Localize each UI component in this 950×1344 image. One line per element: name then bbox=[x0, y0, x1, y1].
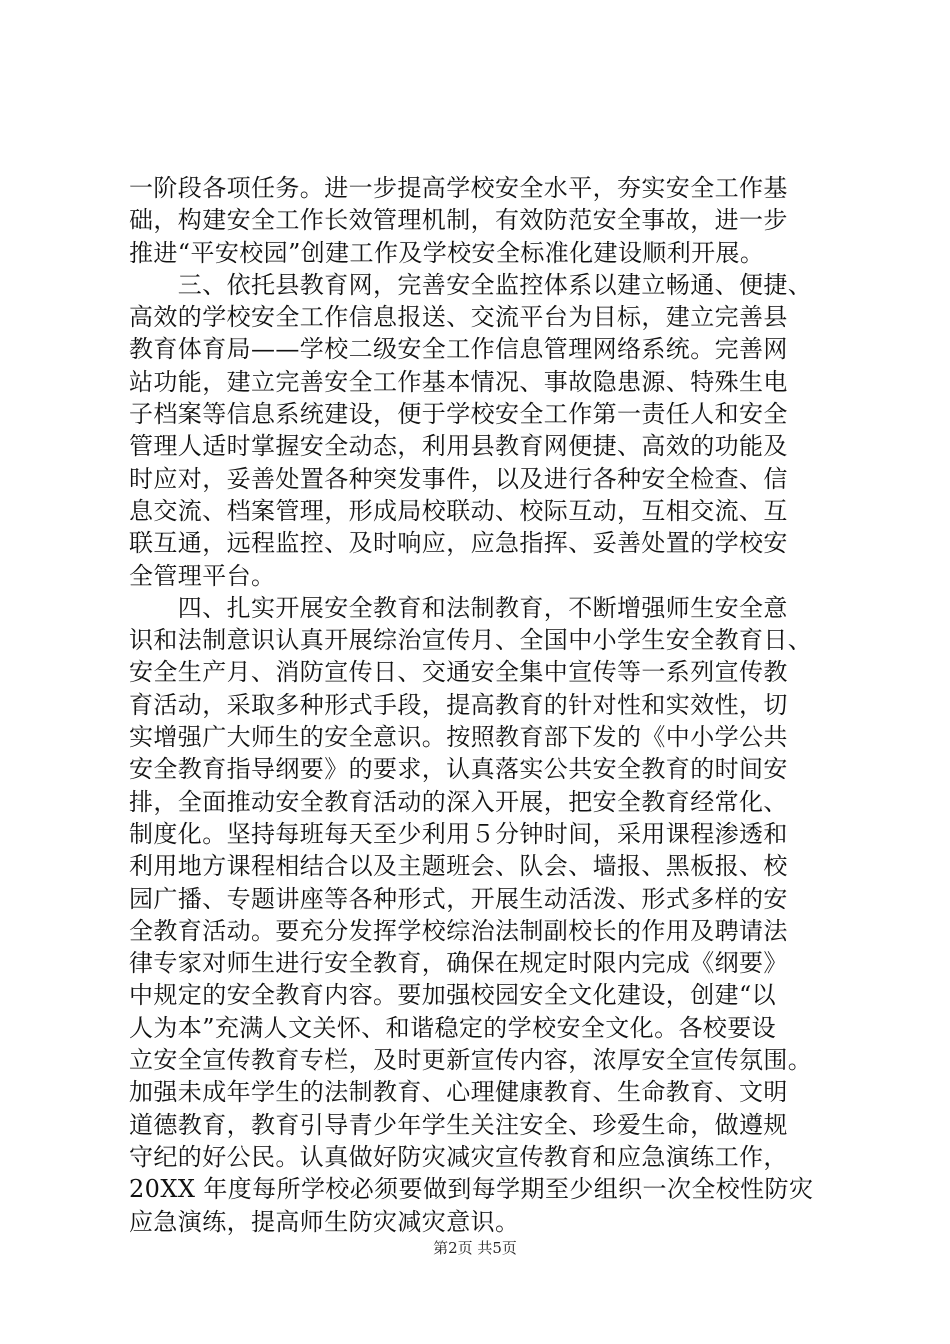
text-line: 高效的学校安全工作信息报送、交流平台为目标，建立完善县 bbox=[129, 303, 788, 332]
text-line: 加强未成年学生的法制教育、心理健康教育、生命教育、文明 bbox=[129, 1078, 788, 1107]
text-line: 律专家对师生进行安全教育，确保在规定时限内完成《纲要》 bbox=[129, 949, 788, 978]
text-line: 守纪的好公民。认真做好防灾减灾宣传教育和应急演练工作， bbox=[129, 1142, 788, 1171]
text-line: 全管理平台。 bbox=[129, 561, 276, 590]
text-line: 立安全宣传教育专栏，及时更新宣传内容，浓厚安全宣传氛围。 bbox=[129, 1046, 813, 1075]
text-line: 四、扎实开展安全教育和法制教育，不断增强师生安全意 bbox=[129, 593, 788, 622]
text-line: 道德教育，教育引导青少年学生关注安全、珍爱生命，做遵规 bbox=[129, 1110, 788, 1139]
text-line: 安全教育指导纲要》的要求，认真落实公共安全教育的时间安 bbox=[129, 755, 788, 784]
text-line: 制度化。坚持每班每天至少利用５分钟时间，采用课程渗透和 bbox=[129, 819, 788, 848]
text-line: 一阶段各项任务。进一步提高学校安全水平，夯实安全工作基 bbox=[129, 174, 788, 202]
text-line: 础，构建安全工作长效管理机制，有效防范安全事故，进一步 bbox=[129, 206, 788, 235]
text-line: 三、依托县教育网，完善安全监控体系以建立畅通、便捷、 bbox=[129, 270, 813, 299]
text-line: 教育体育局——学校二级安全工作信息管理网络系统。完善网 bbox=[129, 335, 788, 364]
text-line: 管理人适时掌握安全动态，利用县教育网便捷、高效的功能及 bbox=[129, 432, 788, 461]
text-line: 安全生产月、消防宣传日、交通安全集中宣传等一系列宣传教 bbox=[129, 658, 788, 687]
text-line: 联互通，远程监控、及时响应，应急指挥、妥善处置的学校安 bbox=[129, 529, 788, 558]
text-line: 全教育活动。要充分发挥学校综治法制副校长的作用及聘请法 bbox=[129, 916, 788, 945]
text-line: 时应对，妥善处置各种突发事件，以及进行各种安全检查、信 bbox=[129, 464, 788, 493]
text-line: 利用地方课程相结合以及主题班会、队会、墙报、黑板报、校 bbox=[129, 852, 788, 881]
text-line: 中规定的安全教育内容。要加强校园安全文化建设，创建“以 bbox=[129, 981, 777, 1010]
text-line: 人为本”充满人文关怀、和谐稳定的学校安全文化。各校要设 bbox=[129, 1013, 777, 1042]
text-line: 子档案等信息系统建设，便于学校安全工作第一责任人和安全 bbox=[129, 400, 788, 429]
text-line: 育活动，采取多种形式手段，提高教育的针对性和实效性，切 bbox=[129, 690, 788, 719]
text-line: 20XX 年度每所学校必须要做到每学期至少组织一次全校性防灾 bbox=[129, 1175, 814, 1204]
page-footer: 第2页 共5页 bbox=[433, 1239, 517, 1257]
text-line: 息交流、档案管理，形成局校联动、校际互动，互相交流、互 bbox=[129, 496, 788, 525]
text-line: 排，全面推动安全教育活动的深入开展，把安全教育经常化、 bbox=[129, 787, 788, 816]
text-line: 站功能，建立完善安全工作基本情况、事故隐患源、特殊生电 bbox=[129, 367, 788, 396]
text-line: 实增强广大师生的安全意识。按照教育部下发的《中小学公共 bbox=[129, 723, 788, 752]
text-line: 应急演练，提高师生防灾减灾意识。 bbox=[129, 1207, 520, 1236]
text-line: 识和法制意识认真开展综治宣传月、全国中小学生安全教育日、 bbox=[129, 626, 813, 655]
text-line: 园广播、专题讲座等各种形式，开展生动活泼、形式多样的安 bbox=[129, 884, 788, 913]
document-body bbox=[129, 172, 859, 1238]
text-line: 推进“平安校园”创建工作及学校安全标准化建设顺利开展。 bbox=[129, 238, 765, 267]
